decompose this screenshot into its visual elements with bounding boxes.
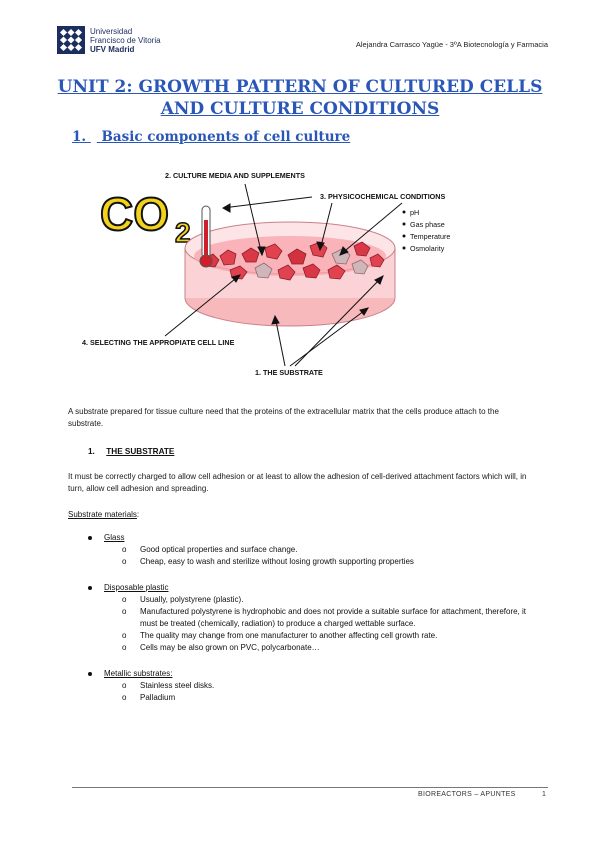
sub-bullet-icon: o [122,595,127,604]
logo-wordmark [90,27,161,54]
sub-bullet-icon: o [122,557,127,566]
footer-text: BIOREACTORS – APUNTES [418,791,516,798]
page-title [0,76,600,120]
bullet-icon [88,536,92,540]
section-heading-text: Basic components of cell culture [101,129,351,145]
materials-heading-text: Substrate materials [68,510,137,519]
materials-heading [68,510,139,519]
sub-bullet-icon: o [122,643,127,652]
material-glass [88,532,548,568]
label-culture-media: 2. CULTURE MEDIA AND SUPPLEMENTS [165,171,305,180]
sub-bullet-icon: o [122,693,127,702]
author-line: Alejandra Carrasco Yagüe - 3ºA Biotecnología y Farmacia [355,40,548,49]
material-point [122,544,534,556]
logo-line-3: UFV Madrid [90,45,135,54]
material-label: Disposable plastic [104,583,169,592]
material-point [122,692,534,704]
physico-list [403,208,451,253]
label-substrate: 1. THE SUBSTRATE [255,368,323,377]
intro-paragraph: A substrate prepared for tissue culture need that the proteins of the extracellular matrix that the cells produce attach to the substrate. [68,407,499,428]
substrate-number: 1. [88,447,95,456]
sub-bullet-icon: o [122,631,127,640]
substrate-paragraph: It must be correctly charged to allow cell adhesion or at least to allow the adhesion of cell-derived attachment factors which will, in turn, allow cell adhesion and spreading. [68,472,527,493]
co2-subscript: 2 [175,217,191,248]
substrate-heading [88,447,174,456]
title-line-2: AND CULTURE CONDITIONS [160,99,440,119]
physico-item: Osmolarity [410,244,445,253]
co2-graphic [100,188,191,248]
sub-bullet-icon: o [122,681,127,690]
bullet-icon [88,586,92,590]
material-point-text: Usually, polystyrene (plastic). [140,595,244,604]
material-point [122,556,534,568]
section-heading [72,129,350,145]
physico-item: pH [410,208,420,217]
material-point [122,594,534,606]
sub-bullet-icon: o [122,545,127,554]
physico-item: Gas phase [410,220,445,229]
material-point [122,606,534,630]
ufv-emblem-icon [57,26,85,54]
cell-culture-diagram [70,158,530,383]
material-metallic [88,668,548,704]
thermometer-icon [200,206,212,267]
section-number: 1. [72,129,87,145]
sub-bullet-icon: o [122,607,127,616]
title-line-1: UNIT 2: GROWTH PATTERN OF CULTURED CELLS [57,77,543,97]
material-point-text: Good optical properties and surface change. [140,545,298,554]
bullet-icon [88,672,92,676]
label-cell-line: 4. SELECTING THE APPROPIATE CELL LINE [82,338,235,347]
material-label: Metallic substrates: [104,669,173,678]
label-physicochemical: 3. PHYSICOCHEMICAL CONDITIONS [320,192,446,201]
physico-item: Temperature [410,232,451,241]
logo-line-1: Universidad [90,27,133,36]
footer-divider [72,787,548,788]
material-plastic [88,582,548,658]
material-point-text: Cheap, easy to wash and sterilize without losing growth supporting properties [140,557,414,566]
material-point [122,630,534,642]
material-point-text: Palladium [140,693,176,702]
material-point-text: Manufactured polystyrene is hydrophobic and does not provide a suitable surface for attachment, therefore, it must be treated (chemically, radiation) to produce a charged wettable surface. [140,607,526,628]
material-point-text: Stainless steel disks. [140,681,215,690]
co2-text: CO [100,188,169,240]
logo-line-2: Francisco de Vitoria [90,36,161,45]
university-logo [57,26,167,58]
material-point [122,642,534,654]
materials-colon: : [136,510,140,519]
page-number: 1 [542,791,546,798]
material-point [122,680,534,692]
substrate-heading-text: THE SUBSTRATE [106,447,175,456]
material-label: Glass [104,533,125,542]
material-point-text: Cells may be also grown on PVC, polycarbonate… [140,643,320,652]
material-point-text: The quality may change from one manufacturer to another affecting cell growth rate. [140,631,438,640]
